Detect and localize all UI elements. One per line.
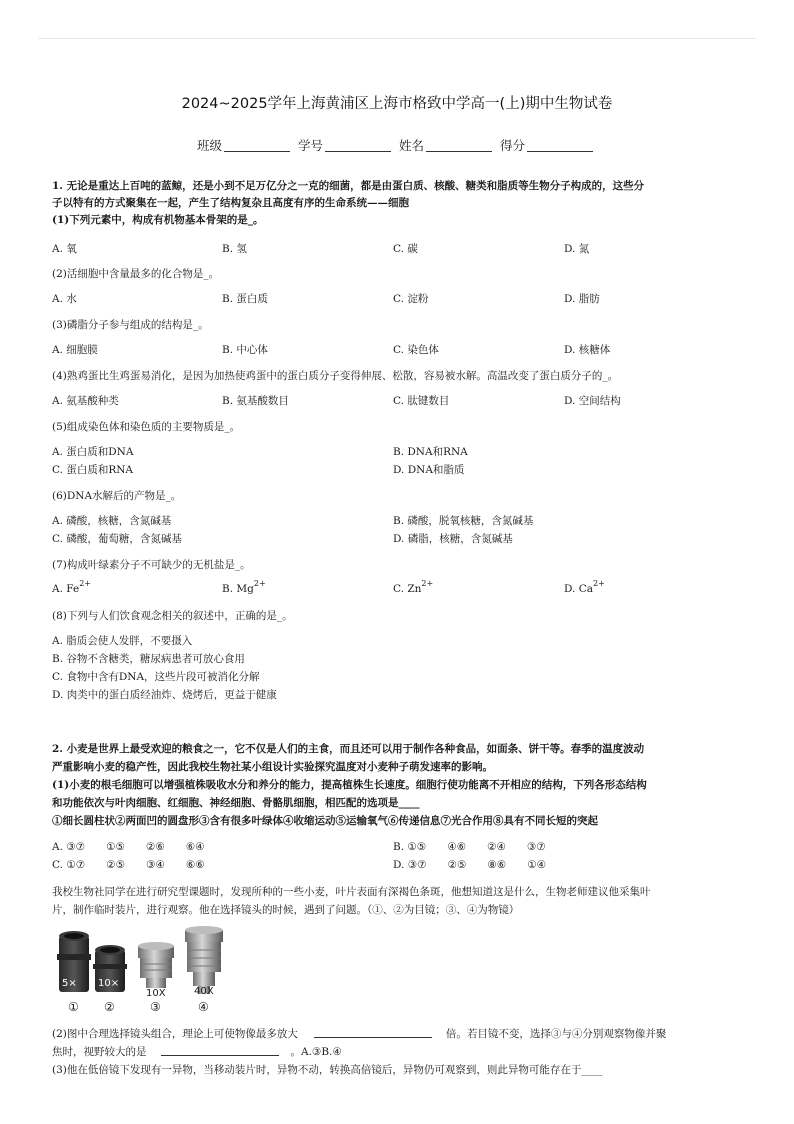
option[interactable]: A. 氧 [52,243,77,255]
q1-stem-line2: 子以特有的方式聚集在一起，产生了结构复杂且高度有序的生命系统——细胞 [52,197,409,209]
q1-sub4-options [52,393,752,409]
page-title: 2024~2025学年上海黄浦区上海市格致中学高一(上)期中生物试卷 [181,96,613,112]
option[interactable]: A. 脂质会使人发胖，不要摄入 [52,635,193,647]
option[interactable]: C. 淀粉 [393,293,429,305]
option[interactable]: B. DNA和RNA [393,446,468,458]
name-blank[interactable] [426,139,492,152]
q1-sub7-options [52,579,752,599]
lens-1-number: ① [68,1000,79,1014]
option[interactable]: D. DNA和脂质 [393,464,465,476]
option[interactable]: A. 蛋白质和DNA [52,446,134,458]
option[interactable]: B. 中心体 [222,344,268,356]
lens-figure [52,924,242,1016]
student-info-line [0,136,794,154]
objective-3-icon [138,942,174,988]
option[interactable]: B. $Mg^{2+}$ [222,579,266,595]
option[interactable]: A. 氨基酸种类 [52,395,119,407]
q2-sub2-line1: (2)图中合理选择镜头组合，理论上可使物像最多放大 倍。若目镜不变，选择③与④分别观察物像并聚 [52,1028,667,1040]
option[interactable]: A. 水 [52,293,77,305]
q2-sub2-line2: 焦时，视野较大的是 。A.③B.④ [52,1046,342,1058]
q2-sub3: (3)他在低倍镜下发现有一异物，当移动装片时，异物不动，转换高倍镜后，异物仍可观察到，则此异物可能存在于____ [52,1064,603,1076]
option[interactable]: D. 氮 [564,243,590,255]
q2-para-line1: 我校生物社同学在进行研究型课题时，发现所种的一些小麦，叶片表面有深褐色条斑，他想知道这是什么，生物老师建议他采集叶 [52,886,651,898]
q1-sub1-options [52,241,752,257]
option[interactable]: C. 碳 [393,243,418,255]
lens-2-magnification: 10× [98,978,120,989]
option[interactable]: C. 食物中含有DNA，这些片段可被消化分解 [52,671,260,683]
lens-3-number: ③ [150,1000,161,1014]
option[interactable]: A. ③⑦ ①⑤ ②⑥ ⑥④ [52,841,205,853]
q2-sub1-options-row2 [52,857,752,873]
name-label: 姓名 [399,138,425,153]
q1-sub6-options-row1 [52,513,752,529]
q1-sub5-options-row1 [52,444,752,460]
q2-sub1-line2: 和功能依次与叶肉细胞、红细胞、神经细胞、骨骼肌细胞，相匹配的选项是____ [52,797,420,809]
lens-2-number: ② [104,1000,115,1014]
option[interactable]: B. 蛋白质 [222,293,268,305]
option[interactable]: B. 氨基酸数目 [222,395,289,407]
option[interactable]: B. 谷物不含糖类，糖尿病患者可放心食用 [52,653,245,665]
option[interactable]: C. 蛋白质和RNA [52,464,134,476]
q1-sub6-options-row2 [52,531,752,547]
class-label: 班级 [196,138,222,153]
option[interactable]: D. 空间结构 [564,395,621,407]
answer-blank[interactable] [314,1026,432,1038]
score-label: 得分 [500,138,526,153]
q2-stem-line2: 严重影响小麦的稳产性，因此我校生物社某小组设计实验探究温度对小麦种子萌发速率的影响。 [52,761,493,773]
option[interactable]: D. $Ca^{2+}$ [564,579,605,595]
option[interactable]: A. 细胞膜 [52,344,98,356]
q1-sub2-options [52,291,752,307]
option[interactable]: A. $Fe^{2+}$ [52,579,91,595]
option[interactable]: D. 脂肪 [564,293,600,305]
q1-sub5-options-row2 [52,462,752,478]
q2-sub1-options-row1 [52,839,752,855]
option[interactable]: A. 磷酸，核糖，含氮碱基 [52,515,172,527]
lens-1-magnification: 5× [62,978,77,989]
q1-sub1: (1)下列元素中，构成有机物基本骨架的是_。 [52,214,264,226]
q1-sub4: (4)熟鸡蛋比生鸡蛋易消化，是因为加热使鸡蛋中的蛋白质分子变得伸展、松散，容易被水解。高温改变了蛋白质分子的_。 [52,370,619,382]
lens-4-magnification: 40X [194,986,214,997]
q1-sub3-options [52,342,752,358]
q1-sub7: (7)构成叶绿素分子不可缺少的无机盐是_。 [52,559,251,571]
option[interactable]: C. 磷酸，葡萄糖，含氮碱基 [52,533,182,545]
option[interactable]: B. ①⑤ ④⑥ ②④ ③⑦ [393,841,546,853]
q1-sub5: (5)组成染色体和染色质的主要物质是_。 [52,421,241,433]
q2-sub1-line3: ①细长圆柱状②两面凹的圆盘形③含有很多叶绿体④收缩运动⑤运输氧气⑥传递信息⑦光合作用⑧具有不同长短的突起 [52,815,598,827]
class-blank[interactable] [224,139,290,152]
page-top-rule [38,38,756,39]
option[interactable]: C. 染色体 [393,344,439,356]
option[interactable]: B. 磷酸，脱氧核糖，含氮碱基 [393,515,534,527]
option[interactable]: B. 氢 [222,243,247,255]
q1-sub8: (8)下列与人们饮食观念相关的叙述中，正确的是_。 [52,610,293,622]
option[interactable]: D. 磷脂，核糖，含氮碱基 [393,533,513,545]
q1-sub3: (3)磷脂分子参与组成的结构是_。 [52,319,209,331]
lens-4-number: ④ [198,1000,209,1014]
lens-3-magnification: 10X [146,988,166,999]
option[interactable]: C. $Zn^{2+}$ [393,579,434,595]
q1-sub2: (2)活细胞中含量最多的化合物是_。 [52,268,220,280]
q2-sub1-line1: (1)小麦的根毛细胞可以增强植株吸收水分和养分的能力，提高植株生长速度。细胞行使功能离不开相应的结构，下列各形态结构 [52,779,647,791]
q1-stem-line1: 1. 无论是重达上百吨的蓝鲸，还是小到不足万亿分之一克的细菌，都是由蛋白质、核酸、糖类和脂质等生物分子构成的，这些分 [52,180,645,192]
student-number-label: 学号 [297,138,323,153]
option[interactable]: D. 核糖体 [564,344,611,356]
score-blank[interactable] [527,139,593,152]
option[interactable]: C. ①⑦ ②⑤ ③④ ⑥⑥ [52,859,205,871]
answer-blank[interactable] [161,1044,279,1056]
student-number-blank[interactable] [325,139,391,152]
option[interactable]: C. 肽键数目 [393,395,450,407]
q2-para-line2: 片，制作临时装片，进行观察。他在选择镜头的时候，遇到了问题。（①、②为目镜；③、④为物镜） [52,904,520,916]
q2-stem-line1: 2. 小麦是世界上最受欢迎的粮食之一，它不仅是人们的主食，而且还可以用于制作各种食品，如面条、饼干等。春季的温度波动 [52,743,645,755]
q1-sub6: (6)DNA水解后的产物是_。 [52,490,182,502]
objective-4-icon [185,926,223,994]
option[interactable]: D. ③⑦ ②⑤ ⑧⑥ ①④ [393,859,547,871]
option[interactable]: D. 肉类中的蛋白质经油炸、烧烤后，更益于健康 [52,689,277,701]
